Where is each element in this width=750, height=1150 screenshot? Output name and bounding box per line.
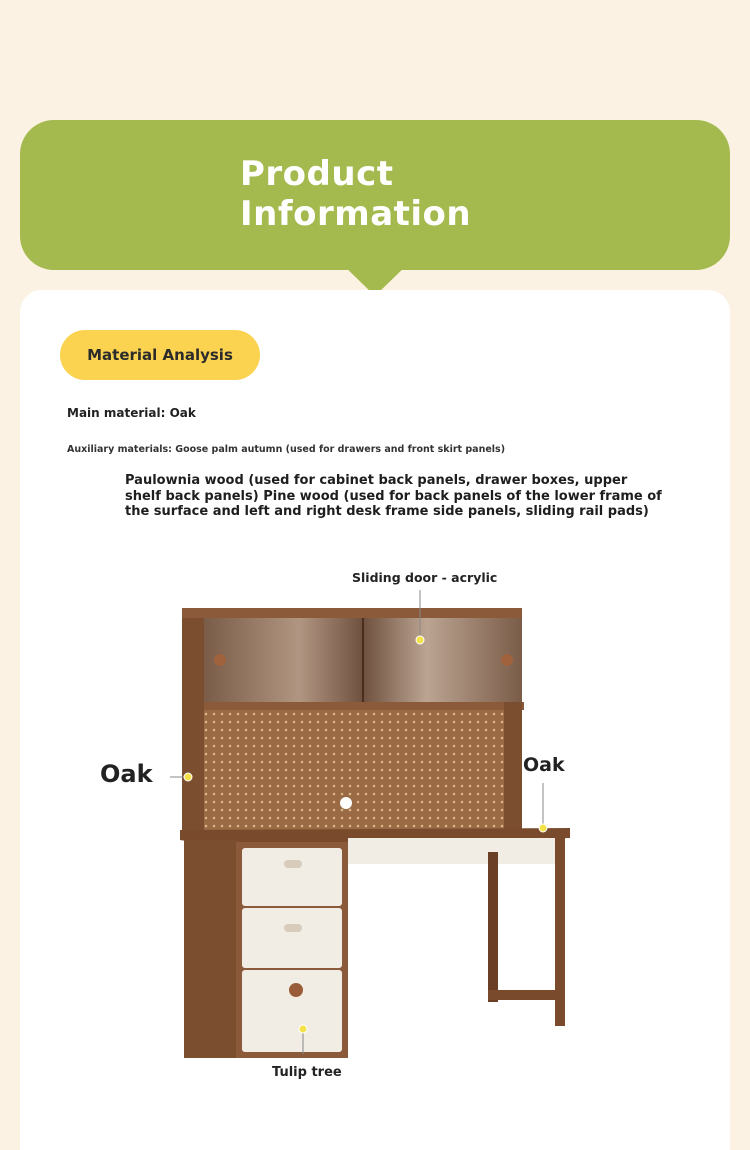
desk-illustration bbox=[170, 590, 590, 1070]
hutch-shelf bbox=[204, 702, 524, 710]
desk-leg-back bbox=[488, 852, 498, 1002]
drawer-3 bbox=[242, 970, 342, 1052]
callout-tulip-tree: Tulip tree bbox=[272, 1065, 342, 1080]
callout-oak-right: Oak bbox=[523, 754, 565, 776]
front-skirt-panel bbox=[348, 838, 558, 864]
hutch-right-post bbox=[504, 702, 522, 834]
title-line-2: Information bbox=[240, 194, 472, 234]
door-knob-right bbox=[501, 654, 513, 666]
hutch-top bbox=[182, 608, 522, 618]
auxiliary-material-text: Auxiliary materials: Goose palm autumn (used for drawers and front skirt panels) bbox=[67, 444, 506, 455]
desk-leg-rail bbox=[488, 990, 565, 1000]
marker-sliding-door bbox=[416, 636, 424, 644]
section-badge: Material Analysis bbox=[60, 330, 260, 380]
pegboard bbox=[204, 710, 504, 830]
material-details-paragraph: Paulownia wood (used for cabinet back panels, drawer boxes, upper shelf back panels) Pine wood (used for back panels of the lower frame of the surface and left and right desk frame side panels, sliding rail pads) bbox=[125, 473, 662, 519]
page-title bbox=[240, 154, 471, 234]
marker-oak-left bbox=[184, 773, 192, 781]
marker-tulip bbox=[299, 1025, 307, 1033]
callout-oak-left: Oak bbox=[100, 760, 153, 788]
title-line-1: Product bbox=[240, 154, 394, 194]
drawer-knob bbox=[289, 983, 303, 997]
hutch-left-panel bbox=[182, 608, 204, 834]
cabinet-side bbox=[184, 840, 240, 1058]
marker-oak-right bbox=[539, 824, 547, 832]
drawer-1 bbox=[242, 848, 342, 906]
cable-hole bbox=[340, 797, 352, 809]
callout-sliding-door: Sliding door - acrylic bbox=[352, 570, 498, 585]
drawer-2 bbox=[242, 908, 342, 968]
door-knob-left bbox=[214, 654, 226, 666]
main-material-text: Main material: Oak bbox=[67, 406, 196, 420]
